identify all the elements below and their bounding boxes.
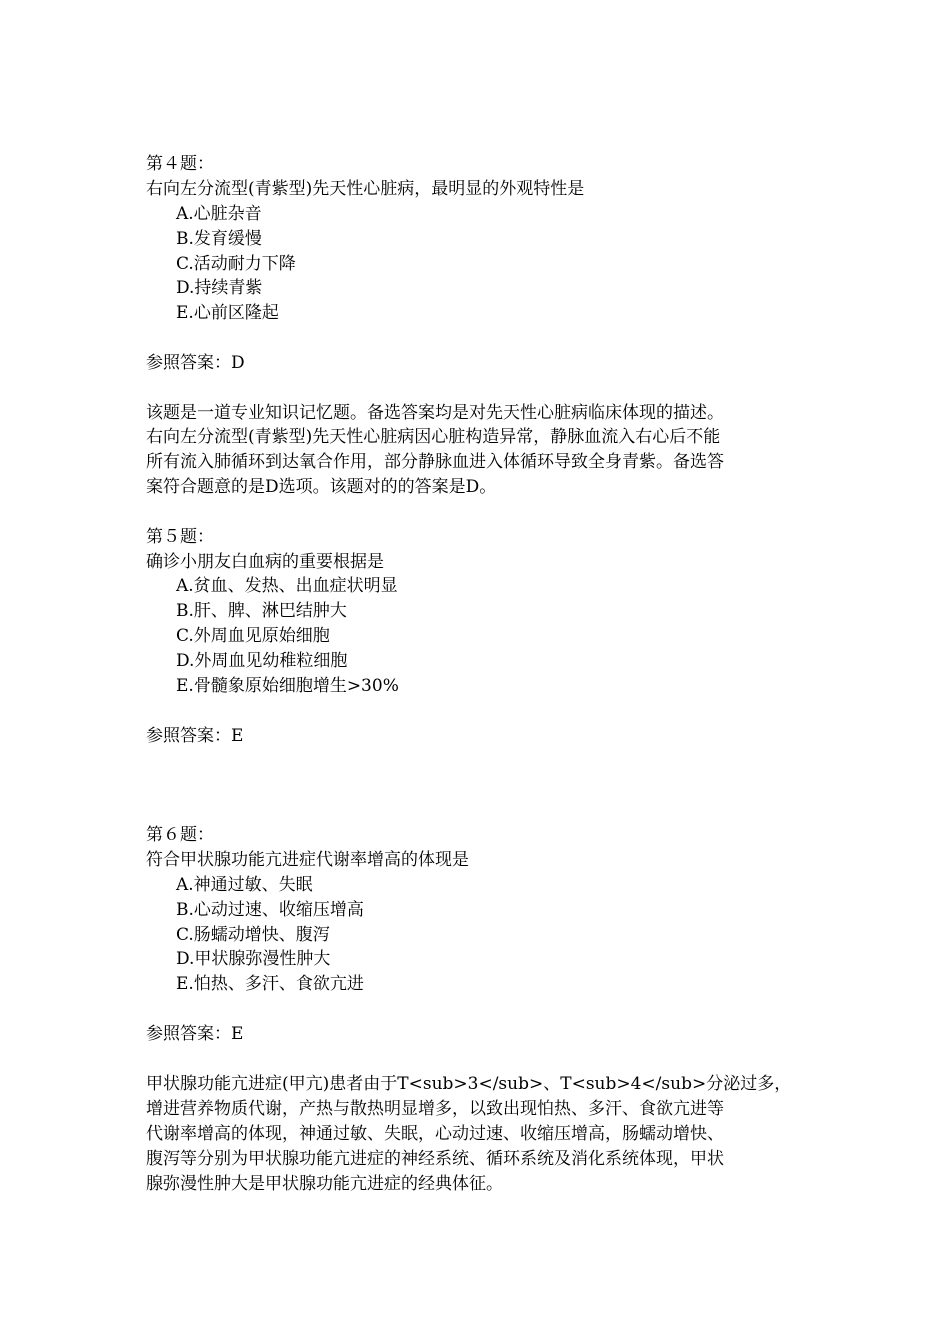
q5-stem: 确诊小朋友白血病的重要根据是 [146,552,384,572]
q4-number: 第４题： [146,154,214,174]
q6-explanation-line: 代谢率增高的体现，神通过敏、失眠，心动过速、收缩压增高，肠蠕动增快、 [146,1124,724,1144]
q6-option-a: A.神通过敏、失眠 [176,875,313,895]
q6-explanation-line: 腺弥漫性肿大是甲状腺功能亢进症的经典体征。 [146,1174,503,1194]
q4-explanation-line: 右向左分流型(青紫型)先天性心脏病因心脏构造异常，静脉血流入右心后不能 [146,427,721,447]
q6-option-d: D.甲状腺弥漫性肿大 [176,949,331,969]
q4-answer: 参照答案：D [146,353,245,373]
q5-option-b: B.肝、脾、淋巴结肿大 [176,601,347,621]
q4-option-b: B.发育缓慢 [176,229,262,249]
q5-number: 第５题： [146,527,214,547]
q4-option-a: A.心脏杂音 [176,204,262,224]
q6-option-e: E.怕热、多汗、食欲亢进 [176,974,364,994]
q6-number: 第６题： [146,825,214,845]
q5-answer: 参照答案：E [146,726,244,746]
q6-answer: 参照答案：E [146,1024,244,1044]
q6-option-c: C.肠蠕动增快、腹泻 [176,925,330,945]
q4-explanation-line: 所有流入肺循环到达氧合作用，部分静脉血进入体循环导致全身青紫。备选答 [146,452,724,472]
q5-option-e: E.骨髓象原始细胞增生>30% [176,676,399,696]
q6-explanation-line: 增进营养物质代谢，产热与散热明显增多，以致出现怕热、多汗、食欲亢进等 [146,1099,724,1119]
q4-stem: 右向左分流型(青紫型)先天性心脏病，最明显的外观特性是 [146,179,585,199]
q4-explanation-line: 案符合题意的是D选项。该题对的的答案是D。 [146,477,497,497]
q6-stem: 符合甲状腺功能亢进症代谢率增高的体现是 [146,850,469,870]
q4-option-c: C.活动耐力下降 [176,254,296,274]
q4-option-d: D.持续青紫 [176,278,263,298]
q6-explanation-line: 甲状腺功能亢进症(甲亢)患者由于T<sub>3</sub>、T<sub>4</sub>分泌过多， [146,1074,792,1094]
q4-explanation-line: 该题是一道专业知识记忆题。备选答案均是对先天性心脏病临床体现的描述。 [146,403,724,423]
q5-option-a: A.贫血、发热、出血症状明显 [176,576,398,596]
q5-option-c: C.外周血见原始细胞 [176,626,330,646]
q4-option-e: E.心前区隆起 [176,303,279,323]
q5-option-d: D.外周血见幼稚粒细胞 [176,651,348,671]
q6-option-b: B.心动过速、收缩压增高 [176,900,364,920]
q6-explanation-line: 腹泻等分别为甲状腺功能亢进症的神经系统、循环系统及消化系统体现，甲状 [146,1149,724,1169]
